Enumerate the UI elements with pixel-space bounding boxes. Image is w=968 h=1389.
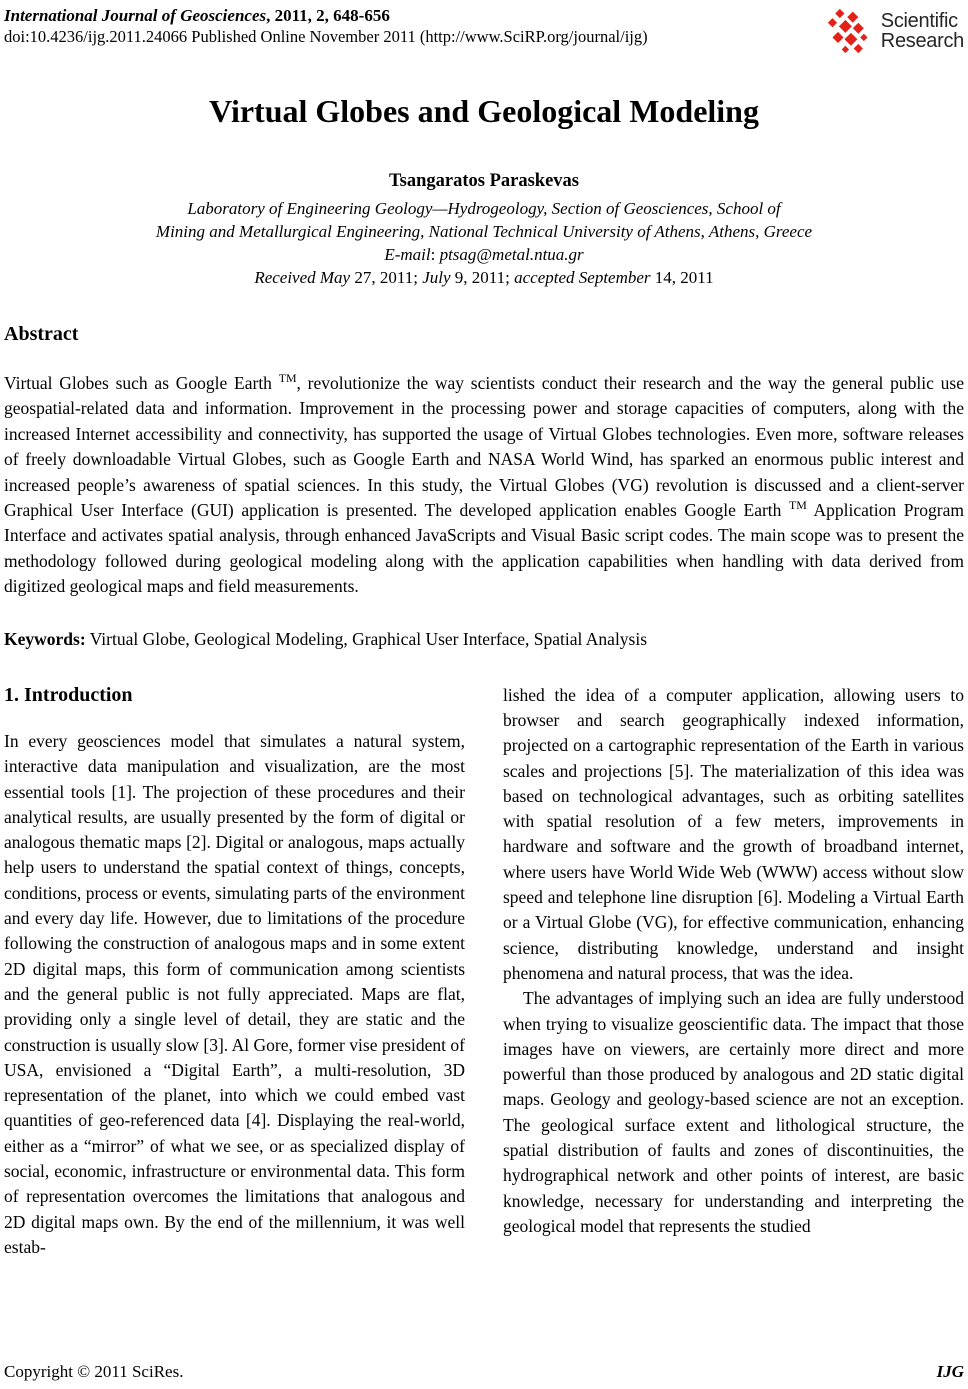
received-line: Received May 27, 2011; July 9, 2011; accepted September 14, 2011	[254, 268, 714, 287]
footer-copyright: Copyright © 2011 SciRes.	[4, 1362, 184, 1381]
affiliation-line-2: Mining and Metallurgical Engineering, National Technical University of Athens, Athens, Greece	[155, 222, 813, 241]
scirp-diamonds-icon	[824, 7, 876, 55]
doi-line: doi:10.4236/ijg.2011.24066 Published Online November 2011 (http://www.SciRP.org/journal/ijg)	[4, 26, 648, 46]
introduction-columns	[4, 683, 964, 1261]
author-name: Tsangaratos Paraskevas	[389, 171, 579, 191]
page-header	[4, 6, 964, 55]
affiliation-line-1: Laboratory of Engineering Geology—Hydrogeology, Section of Geosciences, School of	[187, 199, 781, 218]
header-left	[4, 6, 648, 47]
intro-heading: 1. Introduction	[4, 683, 133, 706]
abstract-text: Virtual Globes such as Google Earth ™, revolutionize the way scientists conduct their research and the way the general public use geospatial-related data and information. Improvement in the processing power and storage capacities of computers, along with the increased Internet accessibility and connectivity, has supported the usage of Virtual Globes technologies. Even more, software releases of freely downloadable Virtual Globes, such as Google Earth and NASA World Wind, has sparked an enormous public interest and increased people’s awareness of spatial sciences. In this study, the Virtual Globes (VG) revolution is discussed and a client-server Graphical User Interface (GUI) application is presented. The developed application enables Google Earth ™ Application Program Interface and activates spatial analysis, through enhanced JavaScripts and Visual Basic script codes. The main scope was to present the methodology followed during geological modeling along with the application capabilities when handling with data derived from digitized geological maps and field measurements.	[4, 371, 964, 597]
logo-text	[881, 11, 964, 51]
intro-paragraph-right-2: The advantages of implying such an idea are fully understood when trying to visualize geoscientific data. The impact that those images have on viewers, are certainly more direct and more powerful than those produced by analogous and 2D static digital maps. Geology and geology-based science are not an exception. The geological surface extent and lithological structure, the spatial distribution of faults and zones of discontinuities, the hydrographical network and other points of interest, are basic knowledge, necessary for understanding and interpreting the geological model that represents the studied	[503, 988, 964, 1236]
left-column	[4, 683, 465, 1261]
paper-title: Virtual Globes and Geological Modeling	[209, 93, 759, 129]
journal-citation-line: International Journal of Geosciences, 2011, 2, 648-656	[4, 6, 390, 25]
abstract-heading: Abstract	[4, 323, 79, 345]
email-line: E-mail: ptsag@metal.ntua.gr	[384, 245, 584, 264]
logo-text-line2: Research	[880, 30, 964, 52]
footer-journal-abbrev: IJG	[936, 1362, 964, 1381]
intro-paragraph-left: In every geosciences model that simulates a natural system, interactive data manipulation and visualization, are the most essential tools [1]. The projection of these procedures and their analytical results, are usually presented by the form of digital or analogous thematic maps [2]. Digital or analogous, maps actually help users to understand the spatial context of things, concepts, conditions, process or events, simulating parts of the environment and every day life. However, due to limitations of the procedure following the construction of analogous maps and in some extent 2D digital maps, this form of communication among scientists and the general public is not fully appreciated. Maps are flat, providing only a single level of detail, they are static and the construction is usually slow [3]. Al Gore, former vise president of USA, envisioned a “Digital Earth”, a multi-resolution, 3D representation of the planet, into which we could embed vast quantities of geo-referenced data [4]. Displaying the real-world, either as a “mirror” of what we see, or as specialized display of social, economic, infrastructure or environmental data. This form of representation overcomes the limitations that analogous and 2D digital maps own. By the end of the millennium, it was well estab-	[4, 730, 465, 1257]
intro-paragraph-right-1: lished the idea of a computer application, allowing users to browser and search geographically indexed information, projected on a cartographic representation of the Earth in various scales and projections [5]. The materialization of this idea was based on technological advantages, such as orbiting satellites with spatial resolution of a few meters, improvements in hardware and software and the growth of broadband internet, where users have World Wide Web (WWW) access without slow speed and telephone line disruption [6]. Modeling a Virtual Earth or a Virtual Globe (VG), for effective communication, enhancing science, distributing knowledge, understand and insight phenomena and natural process, that was the idea.	[503, 684, 964, 983]
byline-block	[4, 170, 964, 289]
logo-text-line1: Scientific	[880, 10, 958, 32]
page-footer	[4, 1362, 964, 1382]
keywords-line: Keywords: Virtual Globe, Geological Modeling, Graphical User Interface, Spatial Analysis	[4, 628, 648, 649]
scirp-logo	[824, 7, 964, 55]
right-column	[503, 683, 964, 1261]
